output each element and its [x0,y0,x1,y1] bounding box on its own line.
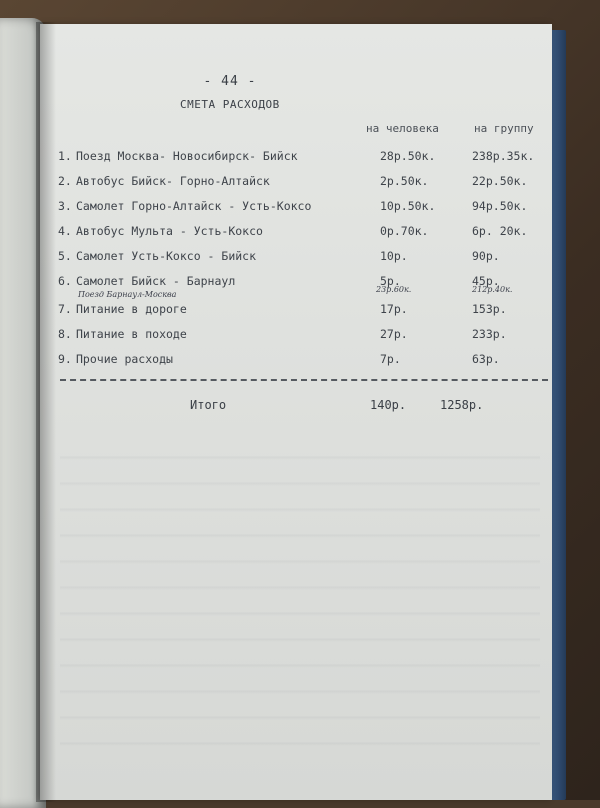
row-number: 7. [58,302,72,316]
page-number: - 44 - [203,74,257,89]
row-number: 4. [58,224,72,238]
expense-row [58,174,548,192]
expense-row [58,327,548,345]
row-description: Питание в походе [76,327,187,341]
row-description: Поезд Москва- Новосибирск- Бийск [76,149,298,163]
expense-row [58,249,548,267]
column-header-per-group: на группу [474,122,534,135]
row-per-group: 6р. 20к. [472,224,528,238]
row-per-person: 10р. [380,249,408,263]
row-per-person: 28р.50к. [380,149,436,163]
row-per-person: 27р. [380,327,408,341]
total-per-person: 140р. [370,398,407,412]
row-number: 9. [58,352,72,366]
row-per-person: 2р.50к. [380,174,429,188]
row-per-person: 7р. [380,352,401,366]
book-gutter-shadow [36,22,56,802]
total-per-group: 1258р. [440,398,484,412]
row-per-person: 17р. [380,302,408,316]
expense-row [58,199,548,217]
row-per-group: 45р. [472,274,500,288]
row-per-group: 94р.50к. [472,199,528,213]
row-number: 5. [58,249,72,263]
document-page [40,24,552,800]
row-number: 3. [58,199,72,213]
row-description: Автобус Мульта - Усть-Коксо [76,224,263,238]
row-description: Питание в дороге [76,302,187,316]
row-description: Самолет Горно-Алтайск - Усть-Коксо [76,199,312,213]
total-divider [60,379,548,381]
row-per-person: 0р.70к. [380,224,429,238]
row-per-group: 63р. [472,352,500,366]
row-per-group: 22р.50к. [472,174,528,188]
row-description: Автобус Бийск- Горно-Алтайск [76,174,270,188]
handwritten-note-description: Поезд Барнаул-Москва [78,290,177,299]
total-label: Итого [190,398,227,412]
page-title: СМЕТА РАСХОДОВ [180,98,280,111]
row-description: Самолет Усть-Коксо - Бийск [76,249,257,263]
expense-row [58,224,548,242]
row-number: 8. [58,327,72,341]
handwritten-note-per-group: 212р.40к. [472,285,513,294]
handwritten-note-per-person: 23р.60к. [376,285,412,294]
row-per-person: 5р. [380,274,401,288]
column-header-per-person: на человека [366,122,439,135]
bleed-through-text [60,434,540,764]
expense-row [58,149,548,167]
row-per-group: 233р. [472,327,507,341]
row-per-group: 90р. [472,249,500,263]
row-number: 2. [58,174,72,188]
expense-row [58,352,548,370]
expense-row [58,302,548,320]
row-per-group: 238р.35к. [472,149,535,163]
row-per-person: 10р.50к. [380,199,436,213]
row-number: 6. [58,274,72,288]
row-description: Прочие расходы [76,352,173,366]
row-description: Самолет Бийск - Барнаул [76,274,236,288]
row-per-group: 153р. [472,302,507,316]
row-number: 1. [58,149,72,163]
